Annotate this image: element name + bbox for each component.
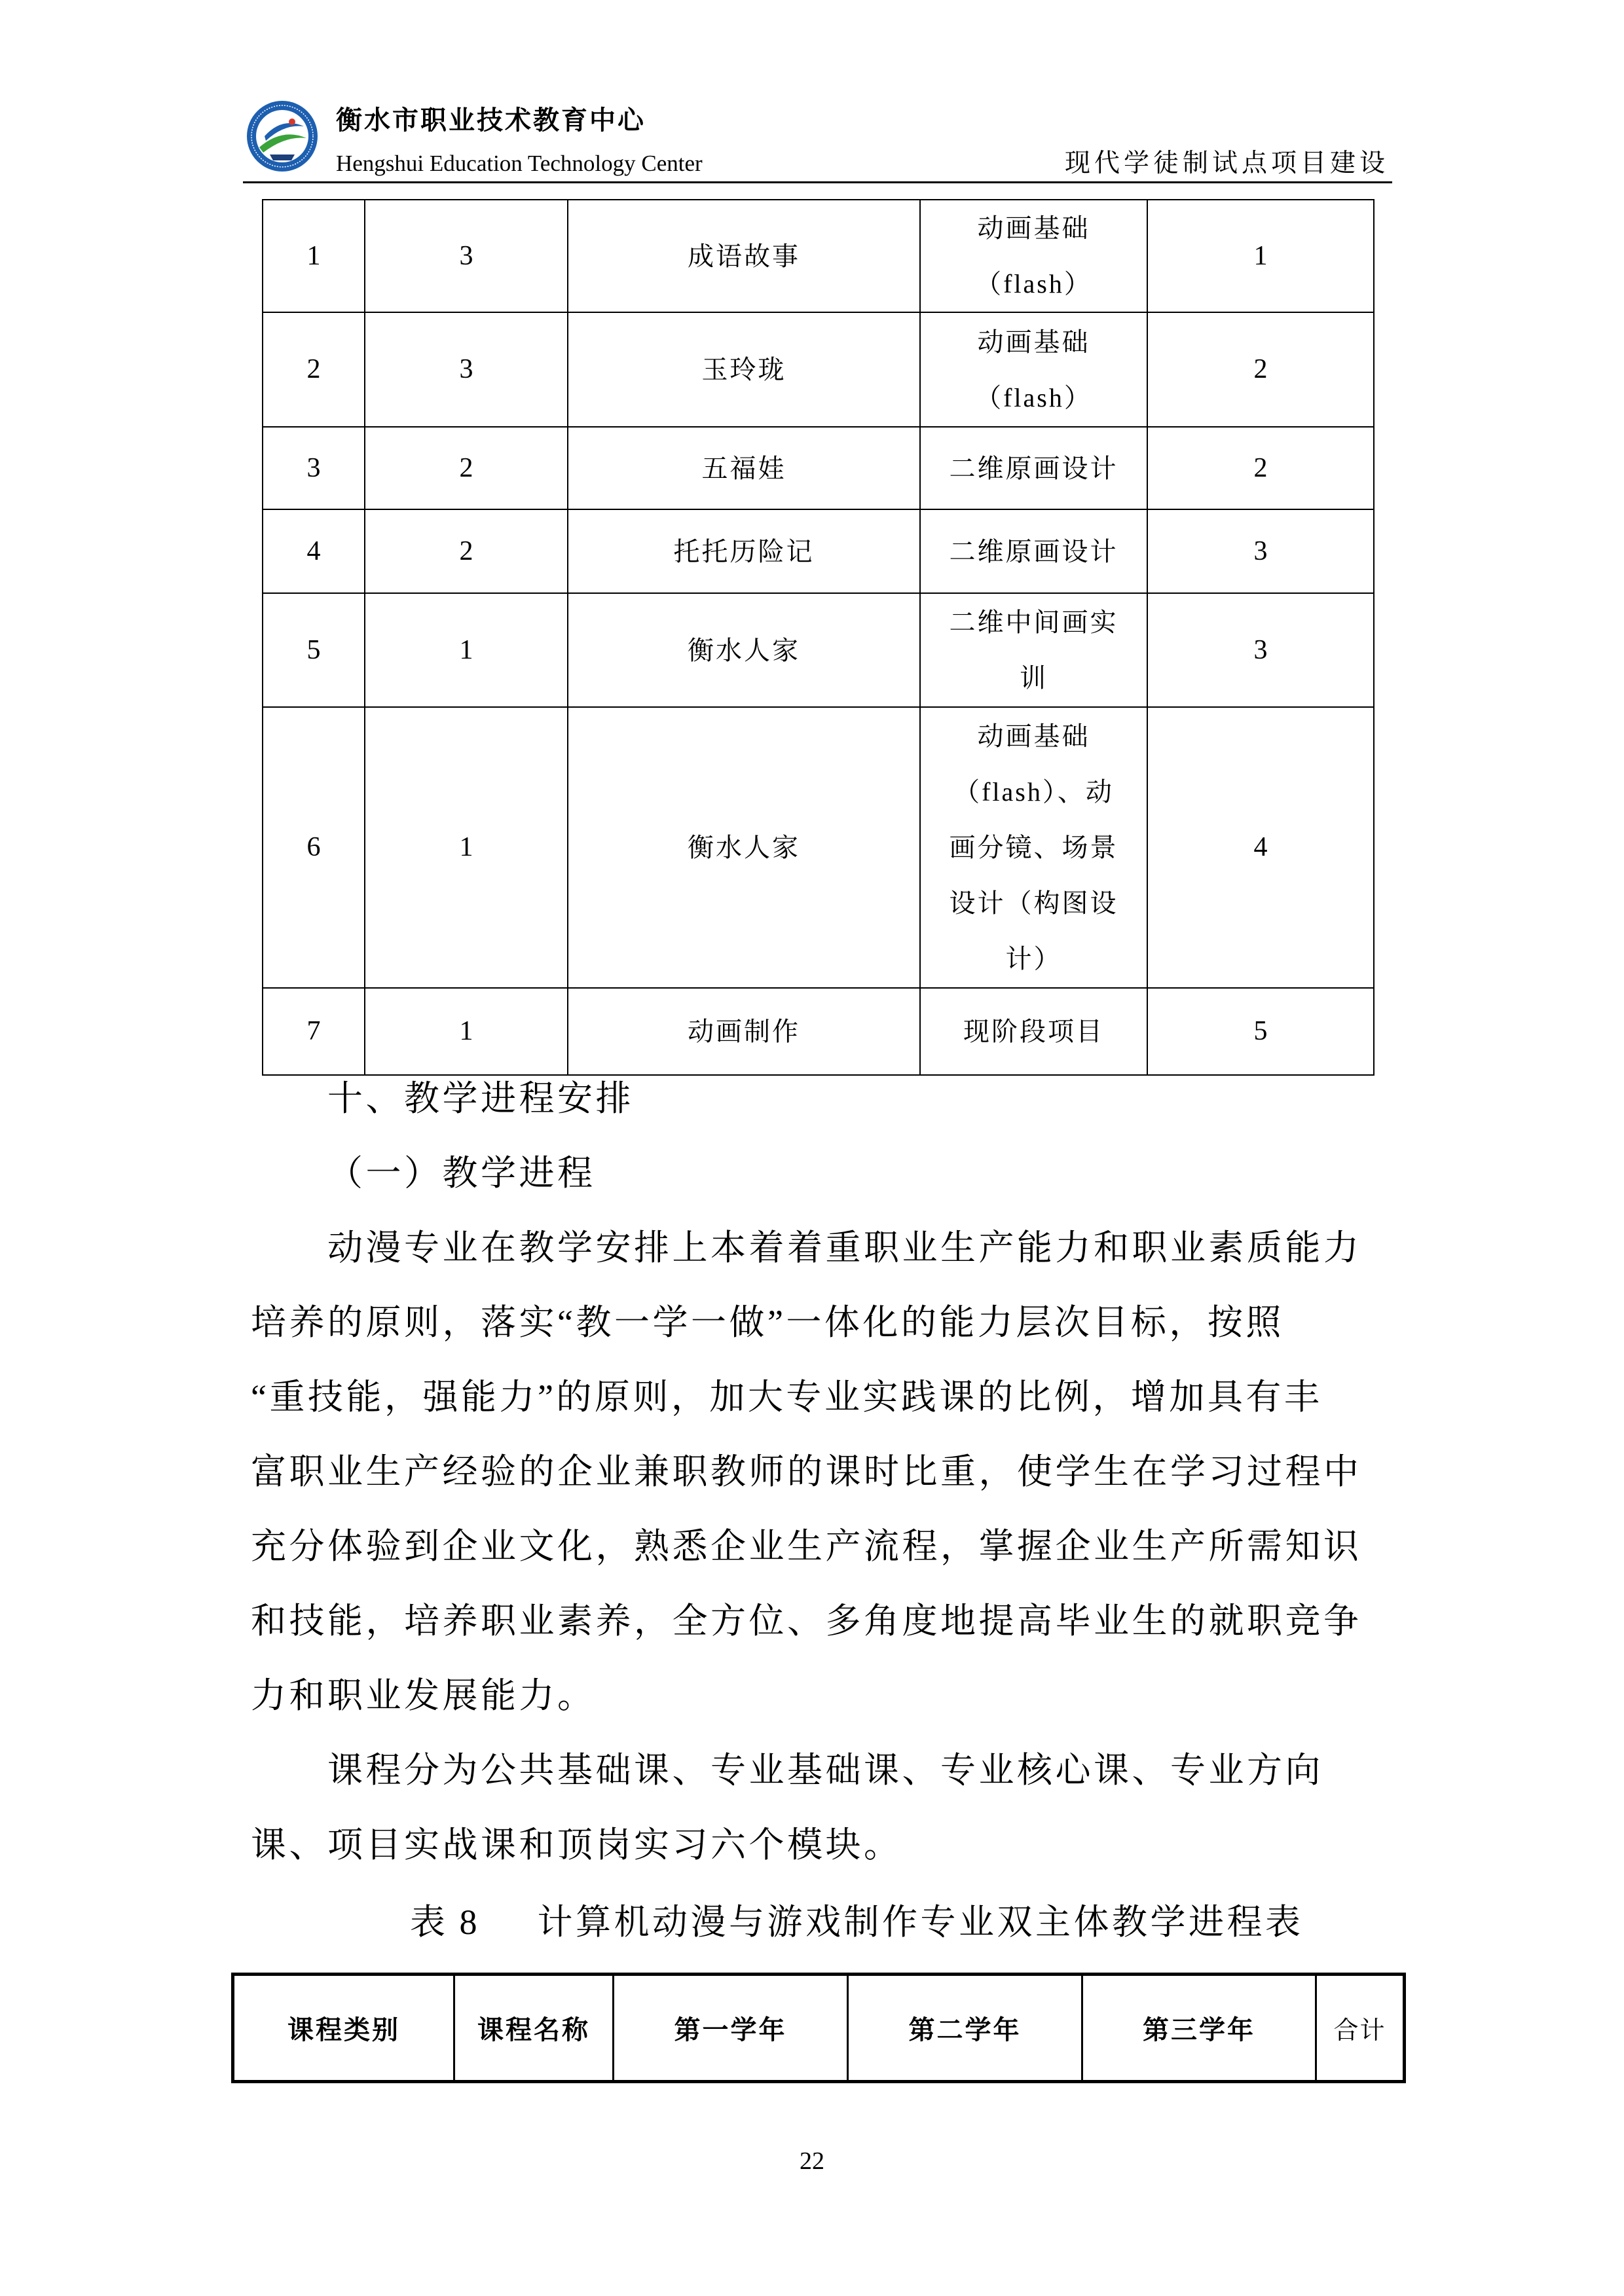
page-number: 22: [800, 2147, 824, 2175]
table-cell: 4: [263, 509, 365, 593]
table-header-row: [233, 1975, 1405, 2082]
subsection-heading: （一）教学进程: [327, 1154, 596, 1193]
paragraph-line: 动漫专业在教学安排上本着着重职业生产能力和职业素质能力: [327, 1228, 1362, 1267]
table-cell: 托托历险记: [568, 509, 920, 593]
table-cell: 成语故事: [568, 200, 920, 312]
table-row: [263, 200, 1374, 312]
table-cell: 2: [365, 427, 568, 509]
table-cell: 3: [1147, 509, 1374, 593]
table-cell: 3: [1147, 593, 1374, 707]
paragraph-line: 充分体验到企业文化，熟悉企业生产流程，掌握企业生产所需知识: [251, 1527, 1362, 1566]
paragraph-line: 力和职业发展能力。: [251, 1676, 596, 1715]
table-cell: 1: [1147, 200, 1374, 312]
paragraph-line: 课、项目实战课和顶岗实习六个模块。: [251, 1825, 902, 1865]
project-course-table: [262, 199, 1375, 1076]
table-cell: 1: [365, 707, 568, 988]
paragraph: [251, 1211, 1377, 1733]
teaching-schedule-table: [231, 1973, 1406, 2083]
header-third-year: 第三学年: [1082, 1975, 1316, 2082]
project-title: 现代学徒制试点项目建设: [1064, 149, 1389, 177]
table-cell: 2: [1147, 427, 1374, 509]
table-cell: 现阶段项目: [920, 988, 1147, 1075]
table-row: [263, 312, 1374, 427]
table-cell: 动画基础 （flash）、动 画分镜、场景 设计（构图设 计）: [920, 707, 1147, 988]
header-divider: [243, 181, 1392, 183]
table-cell: 2: [365, 509, 568, 593]
paragraph: [251, 1733, 1377, 1882]
table-cell: 1: [263, 200, 365, 312]
table-cell: 5: [263, 593, 365, 707]
organization-name-english: Hengshui Education Technology Center: [336, 151, 703, 176]
paragraph-line: 富职业生产经验的企业兼职教师的课时比重，使学生在学习过程中: [251, 1452, 1362, 1491]
table-cell: 3: [365, 312, 568, 427]
table-cell: 5: [1147, 988, 1374, 1075]
table-row: [263, 707, 1374, 988]
table-cell: 3: [263, 427, 365, 509]
header-course-name: 课程名称: [454, 1975, 614, 2082]
header-total: 合计: [1316, 1975, 1405, 2082]
organization-name-chinese: 衡水市职业技术教育中心: [336, 106, 646, 135]
table-cell: 五福娃: [568, 427, 920, 509]
table-cell: 衡水人家: [568, 593, 920, 707]
school-emblem-icon: [246, 100, 318, 172]
table-cell: 二维原画设计: [920, 427, 1147, 509]
table-cell: 衡水人家: [568, 707, 920, 988]
table-cell: 动画基础 （flash）: [920, 200, 1147, 312]
table-row: [263, 593, 1374, 707]
header-course-category: 课程类别: [233, 1975, 454, 2082]
table-cell: 4: [1147, 707, 1374, 988]
table-cell: 3: [365, 200, 568, 312]
table-cell: 二维原画设计: [920, 509, 1147, 593]
table-row: [263, 427, 1374, 509]
table-cell: 2: [1147, 312, 1374, 427]
section-heading: 十、教学进程安排: [327, 1079, 634, 1118]
table-cell: 玉玲珑: [568, 312, 920, 427]
table-cell: 二维中间画实 训: [920, 593, 1147, 707]
paragraph-line: “重技能，强能力”的原则，加大专业实践课的比例，增加具有丰: [251, 1377, 1323, 1417]
table-cell: 动画基础 （flash）: [920, 312, 1147, 427]
paragraph-line: 课程分为公共基础课、专业基础课、专业核心课、专业方向: [327, 1751, 1323, 1790]
table-cell: 动画制作: [568, 988, 920, 1075]
table-cell: 2: [263, 312, 365, 427]
table-caption: [410, 1885, 1304, 1959]
header-second-year: 第二学年: [848, 1975, 1082, 2082]
section-body: [251, 1061, 1377, 1882]
table-number: 表 8: [410, 1903, 480, 1942]
emblem-graphic: [246, 100, 318, 172]
table-title: 计算机动漫与游戏制作专业双主体教学进程表: [537, 1903, 1304, 1942]
header-first-year: 第一学年: [614, 1975, 848, 2082]
table-cell: 7: [263, 988, 365, 1075]
table-row: [263, 509, 1374, 593]
paragraph-line: 和技能，培养职业素养，全方位、多角度地提高毕业生的就职竞争: [251, 1601, 1362, 1641]
table-cell: 6: [263, 707, 365, 988]
table-cell: 1: [365, 988, 568, 1075]
paragraph-line: 培养的原则，落实“教一学一做”一体化的能力层次目标，按照: [251, 1303, 1284, 1342]
table-cell: 1: [365, 593, 568, 707]
